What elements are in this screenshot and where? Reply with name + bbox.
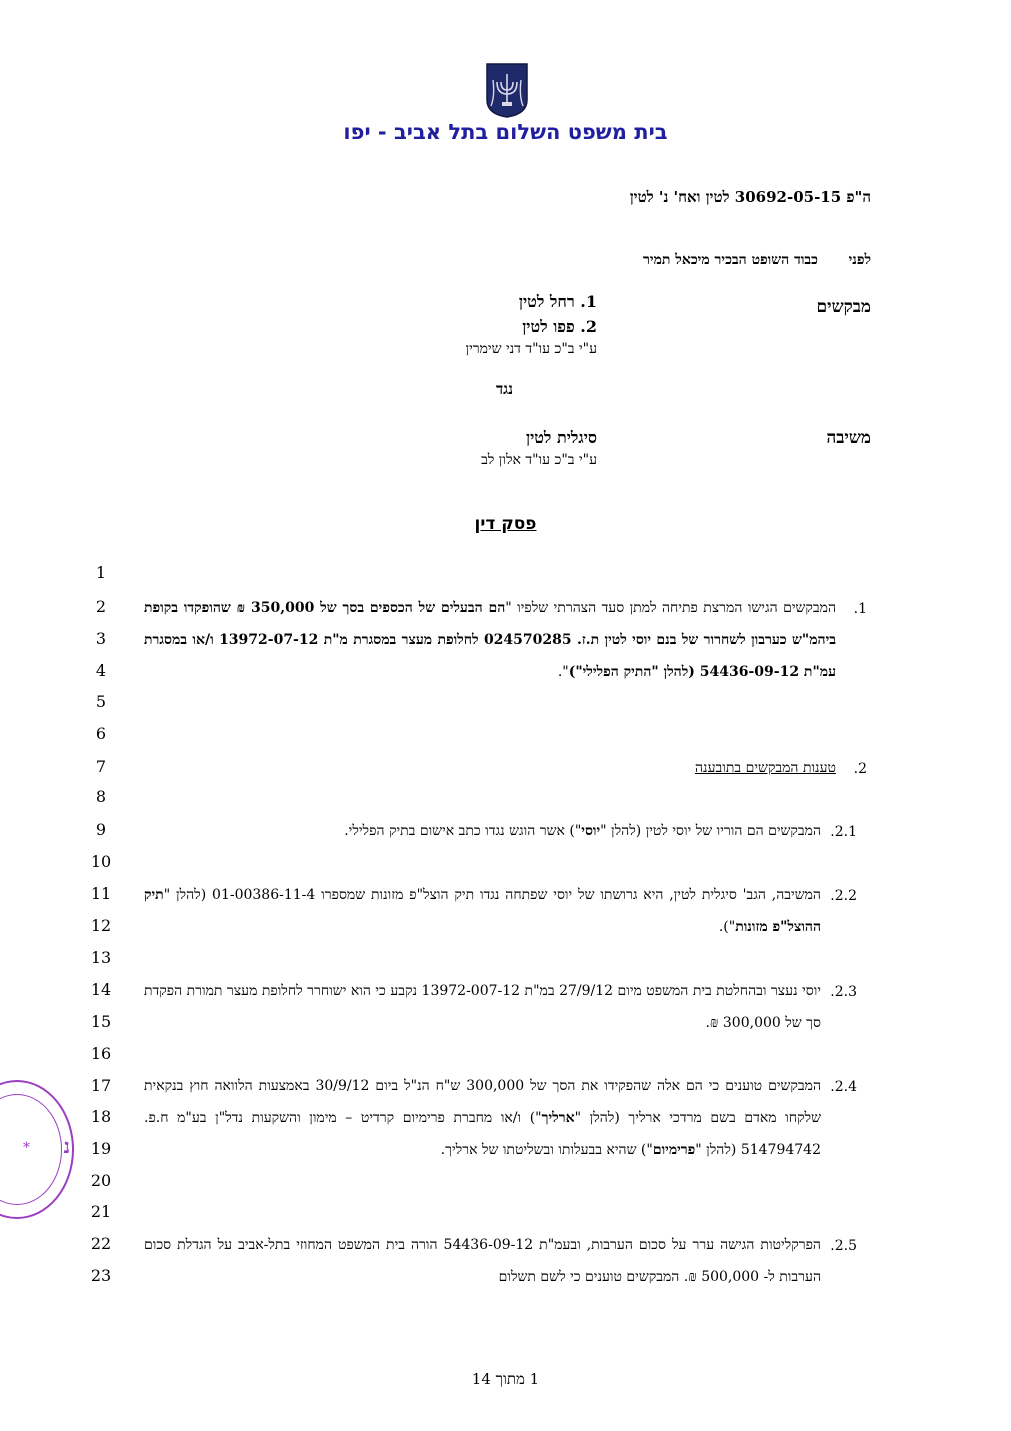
paragraph-text-bold: הם הבעלים של הכספים בסך של 350,000 ₪ שהופקדו בקופת ביהמ"ש כערבון לשחרור של בנם יוסי לטין ת.ז. 024570285 לחלופת מעצר במסגרת מ"ת 13972-07-12 ו/או במסגרת עמ"ת 54436-09-12 (להלן "התיק הפלילי") [144,600,836,680]
respondent-label: משיבה [826,428,871,448]
paragraph-text: ") שהיא בבעלותו ובשליטתו של ארליך. [440,1142,653,1158]
paragraph-text: יוסי נעצר ובהחלטת בית המשפט מיום 27/9/12 במ"ת 13972-007-12 נקבע כי הוא ישוחרר לחלופת מעצר תמורת הפקדת סך של 300,000 ₪. [144,983,821,1031]
subparagraph-number: .2.1 [830,824,857,840]
line-number: 17 [90,1076,112,1095]
subparagraph-2-4 [144,1070,821,1166]
line-number: 10 [90,852,112,871]
line-number: 9 [95,820,107,839]
line-number: 14 [90,980,112,999]
judgment-heading: פסק דין [474,514,537,534]
subparagraph-2-3 [144,975,821,1039]
petitioner-name: 2. פפו לטין [522,317,597,336]
line-number: 18 [90,1107,112,1126]
line-number: 16 [90,1044,112,1063]
line-number: 6 [95,724,107,743]
page-number: 1 מתוך 14 [471,1370,540,1388]
paragraph-text-bold: פרימיום [652,1142,696,1158]
subparagraph-number: .2.2 [830,888,857,904]
subparagraph-number: .2.4 [830,1079,857,1095]
paragraph-text: הפרקליטות הגישה ערר על סכום הערבות, ובעמ"ת 54436-09-12 הורה בית המשפט המחוזי בתל-אביב על הגדלת סכום הערבות ל- 500,000 ₪. המבקשים טוענים כי לשם תשלום [144,1237,821,1285]
line-number: 15 [90,1012,112,1031]
paragraph-text-bold: תיק ההוצל"פ מזונות [144,887,821,935]
paragraph-text: ". [557,664,569,680]
respondent-name: סיגלית לטין [525,428,597,447]
paragraph-number: .1 [853,601,867,617]
line-number: 11 [90,884,112,903]
line-number: 20 [90,1171,112,1190]
line-number: 13 [90,948,112,967]
line-number: 2 [95,597,107,616]
paragraph-1 [144,592,836,688]
paragraph-text-bold: ארליך [541,1110,575,1126]
before-label: לפני [848,252,871,268]
paragraph-text: המבקשים הגישו המרצת פתיחה למתן סעד הצהרתי שלפיו " [505,600,836,616]
line-number: 4 [95,661,107,680]
line-number: 23 [90,1266,112,1285]
petitioners-counsel: ע"י ב"כ עו"ד דני שימרין [465,341,597,357]
line-number: 19 [90,1139,112,1158]
line-number: 3 [95,629,107,648]
paragraph-number: .2 [853,761,867,777]
subparagraph-number: .2.5 [830,1238,857,1254]
court-title: בית משפט השלום בתל אביב - יפו [343,120,668,144]
subparagraph-2-1 [144,815,821,847]
stamp-text: נ [63,1134,70,1158]
stamp-star: * [23,1140,30,1156]
line-number: 21 [90,1202,112,1221]
paragraph-text: ") ו/או מחברת פרימיום קרדיט – מימון והשקעות נדל"ן בע"מ ח.פ. 514794742 (להלן " [144,1110,821,1158]
line-number: 1 [95,563,107,582]
official-stamp [0,1080,74,1219]
section-heading: טענות המבקשים בתובענה [694,760,836,776]
paragraph-text: המבקשים הם הוריו של יוסי לטין (להלן " [600,823,821,839]
paragraph-text: "). [718,919,736,935]
versus-label: נגד [495,380,513,398]
paragraph-text-bold: יוסי [581,823,601,839]
subparagraph-2-2 [144,879,821,943]
petitioner-name: 1. רחל לטין [518,292,597,311]
judge-name: כבוד השופט הבכיר מיכאל תמיר [643,252,818,268]
state-emblem-icon [485,62,529,118]
paragraph-text: ") אשר הוגש נגדו כתב אישום בתיק הפלילי. [344,823,582,839]
respondent-counsel: ע"י ב"כ עו"ד אלון לב [481,452,597,468]
subparagraph-2-5 [144,1229,821,1293]
line-number: 12 [90,916,112,935]
paragraph-text: המשיבה, הגב' סיגלית לטין, היא גרושתו של יוסי שפתחה נגדו תיק הוצל"פ מזונות שמספרו 01-00386-11-4 (להלן " [163,887,821,903]
line-number: 8 [95,787,107,806]
case-number: ה"פ 30692-05-15 לטין ואח' נ' לטין [629,188,871,206]
line-number: 5 [95,692,107,711]
subparagraph-number: .2.3 [830,984,857,1000]
line-number: 7 [95,757,107,776]
paragraph-text: המבקשים טוענים כי הם אלה שהפקידו את הסך של 300,000 ש"ח הנ"ל ביום 30/9/12 באמצעות הלוואה חוץ בנקאית שלקחו מאדם בשם מרדכי ארליך (להלן " [144,1078,821,1126]
line-number: 22 [90,1234,112,1253]
petitioners-label: מבקשים [816,297,871,317]
